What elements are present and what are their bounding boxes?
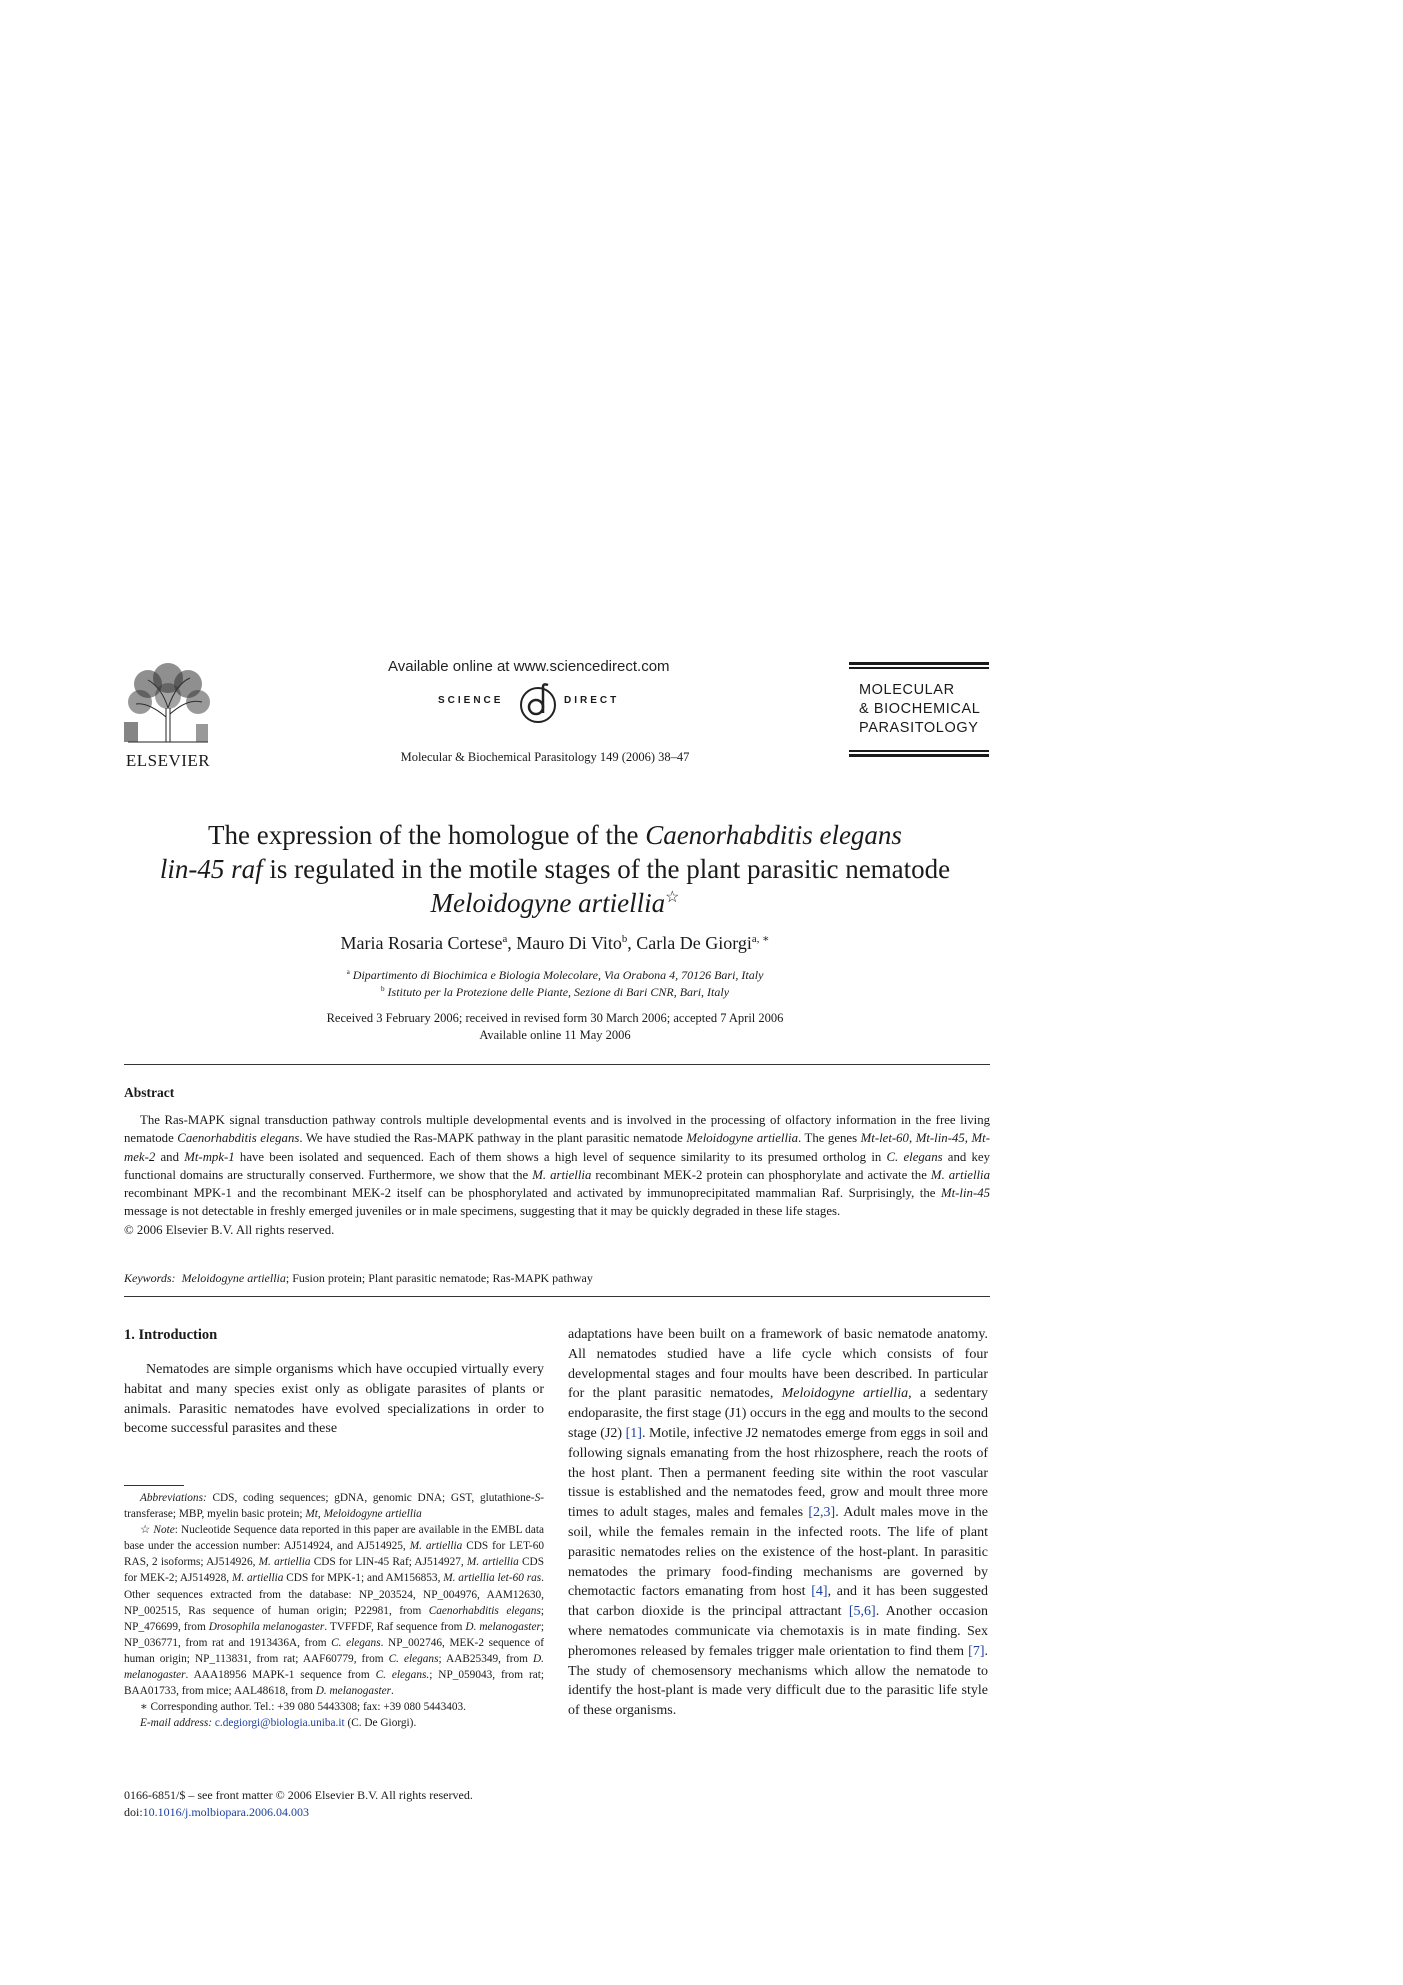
author-affiliation-link[interactable]: a xyxy=(502,933,508,945)
abstract-rule-bottom xyxy=(124,1296,990,1297)
author-name: Carla De Giorgi xyxy=(636,933,752,953)
author-name: Maria Rosaria Cortese xyxy=(340,933,503,953)
affiliation-item: $^b$ Istituto per la Protezione delle Piante, Sezione di Bari CNR, Bari, Italy xyxy=(380,985,730,999)
footnotes xyxy=(124,1490,544,1731)
abstract-paragraph: The Ras-MAPK signal transduction pathway controls multiple developmental events and is involved in the processing of olfactory information in the free living nematode Caenorhabditis elegans. We have studied the Ras-MAPK pathway in the plant parasitic nematode Meloidogyne artiellia. The genes Mt-let-60, Mt-lin-45, Mt-mek-2 and Mt-mpk-1 have been isolated and sequenced. Each of them shows a high level of sequence similarity to its presumed ortholog in C. elegans and key functional domains are structurally conserved. Furthermore, we show that the M. artiellia recombinant MEK-2 protein can phosphorylate and activate the M. artiellia recombinant MPK-1 and the recombinant MEK-2 itself can be phosphorylated and activated by immunoprecipitated mammalian Raf. Surprisingly, the Mt-lin-45 message is not detectable in freshly emerged juveniles or in male specimens, suggesting that it may be quickly degraded in these life stages. xyxy=(124,1113,991,1219)
doi-line: doi:10.1016/j.molbiopara.2006.04.003 xyxy=(124,1805,309,1819)
section-heading-introduction: 1. Introduction xyxy=(124,1327,218,1343)
author-list: Maria Rosaria Cortese$^a$, Mauro Di Vito$^b$, Carla De Giorgi$^{a, ∗}$ xyxy=(340,933,770,953)
abstract-rule-top xyxy=(124,1064,990,1065)
sciencedirect-right: DIRECT xyxy=(564,695,620,706)
footnote-rule xyxy=(124,1485,184,1486)
copyright-line: © 2006 Elsevier B.V. All rights reserved. xyxy=(124,1222,335,1237)
sciencedirect-logo xyxy=(438,683,648,725)
front-matter xyxy=(124,1787,544,1821)
elsevier-tree-icon xyxy=(118,662,218,744)
publisher-name: ELSEVIER xyxy=(125,751,211,770)
sciencedirect-at-icon xyxy=(518,683,558,725)
citation-link[interactable]: [7] xyxy=(968,1643,985,1659)
received-dates: Received 3 February 2006; received in revised form 30 March 2006; accepted 7 April 2006 xyxy=(326,1011,784,1025)
brand-rule-bottom-2 xyxy=(849,754,989,757)
author-name: Mauro Di Vito xyxy=(516,933,622,953)
sciencedirect-left: SCIENCE xyxy=(438,695,504,706)
doi-link[interactable]: 10.1016/j.molbiopara.2006.04.003 xyxy=(142,1805,309,1819)
elsevier-logo xyxy=(118,662,218,770)
article-title: The expression of the homologue of the Caenorhabditis elegans lin-45 raf is regulated in the motile stages of the plant parasitic nematode Meloidogyne artiellia☆ xyxy=(159,820,951,918)
issn-line: 0166-6851/$ – see front matter © 2006 Elsevier B.V. All rights reserved. xyxy=(124,1788,473,1802)
article-dates xyxy=(150,1010,960,1044)
affiliation-item: $^a$ Dipartimento di Biochimica e Biologia Molecolare, Via Orabona 4, 70126 Bari, Italy xyxy=(346,968,764,982)
citation-link[interactable]: [1] xyxy=(625,1425,642,1441)
author-affiliation-link[interactable]: a, ∗ xyxy=(751,933,770,945)
intro-paragraph: Nematodes are simple organisms which have occupied virtually every habitat and many species exist only as obligate parasites of plants or animals. Parasitic nematodes have evolved specializations in order to become successful parasites and these xyxy=(124,1362,544,1437)
abstract-heading: Abstract xyxy=(124,1085,175,1100)
email-footnote: E-mail address: c.degiorgi@biologia.uniba.it (C. De Giorgi). xyxy=(140,1717,417,1730)
keywords-label: Keywords: xyxy=(124,1271,176,1285)
intro-paragraph-continued: adaptations have been built on a framework of basic nematode anatomy. All nematodes studied have a life cycle which consists of four developmental stages and four moults have been described. In particular for the plant parasitic nematodes, Meloidogyne artiellia, a sedentary endoparasite, the first stage (J1) occurs in the egg and moults to the second stage (J2) [1]. Motile, infective J2 nematodes emerge from eggs in soil and following signals emanating from the host rhizosphere, reach the roots of the host plant. Then a permanent feeding site within the root vascular tissue is established and the nematodes feed, grow and moult three more times to adult stages, males and females [2,3]. Adult males move in the soil, while the females remain in the infected roots. The life of plant parasitic nematodes relies on the existence of the host-plant. In parasitic nematodes the primary food-finding mechanisms are governed by chemotactic factors emanating from host [4], and it has been suggested that carbon dioxide is the principal attractant [5,6]. Another occasion where nematodes communicate via chemotaxis is in mate finding. Sex pheromones released by females trigger male orientation to find them [7]. The study of chemosensory mechanisms which allow the nematode to identify the host-plant is made very difficult due to the parasitic life style of these organisms. xyxy=(568,1327,989,1719)
abstract-body xyxy=(124,1111,990,1239)
keywords-line: Keywords: Meloidogyne artiellia; Fusion protein; Plant parasitic nematode; Ras-MAPK pathway xyxy=(124,1271,593,1285)
author-affiliation-link[interactable]: b xyxy=(621,933,628,945)
available-date: Available online 11 May 2006 xyxy=(479,1028,631,1042)
journal-brand xyxy=(849,662,989,759)
citation-link[interactable]: [2,3] xyxy=(808,1505,836,1521)
corresponding-author-footnote: ∗ Corresponding author. Tel.: +39 080 5443308; fax: +39 080 5443403. xyxy=(140,1701,466,1714)
brand-rule-top xyxy=(849,662,989,665)
brand-rule-bottom xyxy=(849,750,989,752)
abbreviations-footnote: Abbreviations: CDS, coding sequences; gDNA, genomic DNA; GST, glutathione-S-transferase; MBP, myelin basic protein; Mt, Meloidogyne artiellia xyxy=(124,1492,544,1521)
available-online-text: Available online at www.sciencedirect.com xyxy=(388,658,670,675)
citation-link[interactable]: [5,6] xyxy=(848,1604,876,1620)
affiliations xyxy=(150,967,960,1001)
left-column xyxy=(124,1325,544,1439)
journal-citation: Molecular & Biochemical Parasitology 149 (2006) 38–47 xyxy=(400,750,690,764)
citation-link[interactable]: [4] xyxy=(811,1584,828,1600)
brand-rule-top-2 xyxy=(849,667,989,669)
journal-brand-text: MOLECULAR & BIOCHEMICAL PARASITOLOGY xyxy=(859,682,981,736)
email-link[interactable]: c.degiorgi@biologia.uniba.it xyxy=(214,1717,345,1730)
note-footnote: ☆ Note: Nucleotide Sequence data reported in this paper are available in the EMBL data base under the accession number: AJ514924, and AJ514925, M. artiellia CDS for LET-60 RAS, 2 isoforms; AJ514926, M. artiellia CDS for LIN-45 Raf; AJ514927, M. artiellia CDS for MEK-2; AJ514928, M. artiellia CDS for MPK-1; and AM156853, M. artiellia let-60 ras. Other sequences extracted from the database: NP_203524, NP_004976, AAM12630, NP_002515, Ras sequence of human origin; P22981, from Caenorhabditis elegans; NP_476699, from Drosophila melanogaster. TVFFDF, Raf sequence from D. melanogaster; NP_036771, from rat and 1913436A, from C. elegans. NP_002746, MEK-2 sequence of human origin; NP_113831, from rat; AAF60779, from C. elegans; AAB25349, from D. melanogaster. AAA18956 MAPK-1 sequence from C. elegans.; NP_059043, from rat; BAA01733, from mice; AAL48618, from D. melanogaster. xyxy=(124,1524,545,1698)
title-note-star[interactable]: ☆ xyxy=(665,889,680,906)
right-column xyxy=(568,1325,988,1721)
